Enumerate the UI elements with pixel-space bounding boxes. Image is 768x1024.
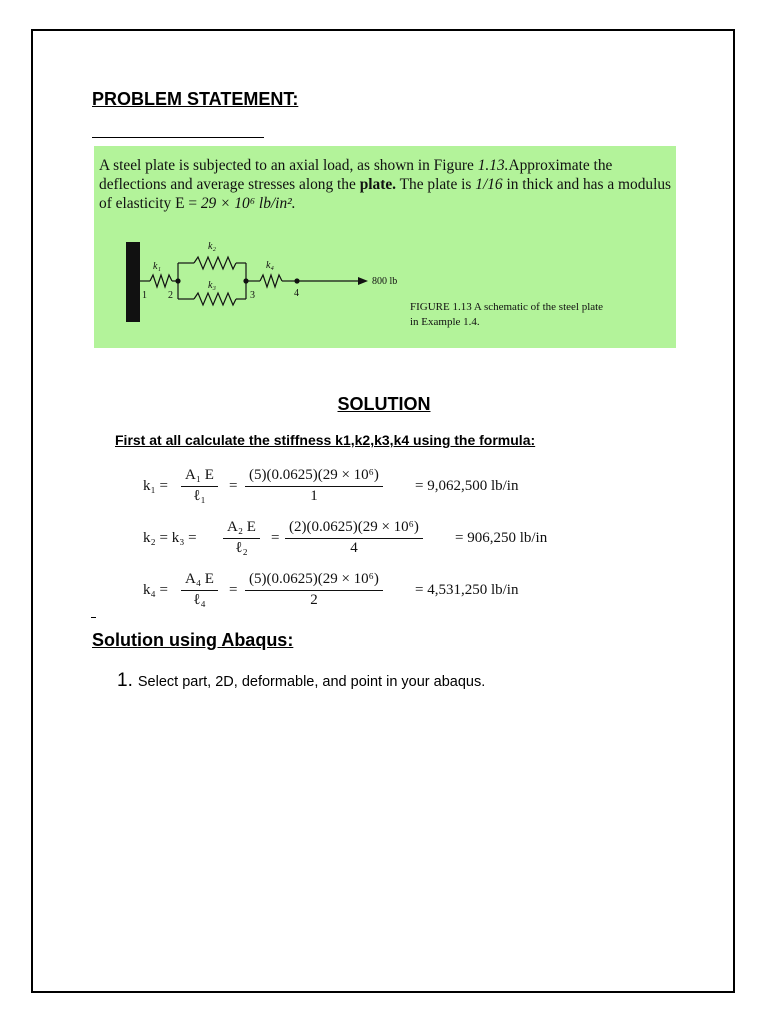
step-list-item (117, 670, 485, 692)
formula-numerator: A₄ E (181, 571, 218, 591)
abaqus-solution-heading: Solution using Abaqus: (92, 630, 294, 650)
caption-line-1: FIGURE 1.13 A schematic of the steel plate (410, 301, 604, 313)
spring-k1 (150, 275, 172, 287)
problem-text-part1: A steel plate is subjected to an axial load, as shown in Figure (99, 157, 478, 174)
caption-line-2: in Example 1.4. (410, 316, 480, 328)
equation-lhs: k₁ = (143, 477, 168, 494)
node-3-dot (243, 278, 248, 283)
equals-sign: = (229, 477, 238, 494)
label-k2: k₂ (208, 241, 216, 252)
label-k4: k₄ (266, 260, 274, 271)
stiffness-intro-text: First at all calculate the stiffness k1,k2,k3,k4 using the formula: (115, 432, 536, 448)
values-fraction (245, 566, 383, 614)
formula-fraction (223, 514, 260, 562)
formula-numerator: A₁ E (181, 467, 218, 487)
formula-fraction (181, 462, 218, 510)
problem-text-part3: The plate is (396, 176, 476, 193)
fixed-wall (126, 242, 140, 322)
load-label: 800 lb (372, 276, 398, 287)
values-fraction (285, 514, 423, 562)
values-numerator: (5)(0.0625)(29 × 10⁶) (245, 571, 383, 591)
plate-thickness: 1/16 (475, 176, 503, 193)
equation-lhs: k₄ = (143, 581, 168, 598)
label-k3: k₃ (208, 280, 216, 291)
step-text: Select part, 2D, deformable, and point in your abaqus. (137, 674, 486, 690)
heading-underline-rule (92, 137, 264, 138)
formula-fraction (181, 566, 218, 614)
node-label-1: 1 (142, 290, 147, 301)
spring-k2 (194, 257, 236, 269)
problem-text-part4: in thick and has a modulus of elasticity E = (99, 176, 672, 212)
arrow-head-icon (358, 277, 368, 285)
values-denominator: 1 (310, 488, 318, 504)
problem-text-part2: Approximate the deflections and average stresses along the (99, 157, 613, 193)
node-label-2: 2 (168, 290, 173, 301)
values-denominator: 2 (310, 592, 318, 608)
problem-statement-heading: PROBLEM STATEMENT: (92, 89, 299, 109)
figure-caption (410, 300, 603, 330)
equation-k4 (135, 566, 575, 614)
formula-denominator: ℓ₁ (193, 488, 206, 504)
formula-denominator: ℓ₄ (193, 592, 206, 608)
modulus-value: 29 × 10⁶ lb/in². (200, 195, 296, 212)
formula-numerator: A₂ E (223, 519, 260, 539)
problem-scan-image (94, 146, 676, 348)
formula-denominator: ℓ₂ (235, 540, 248, 556)
equation-lhs: k₂ = k₃ = (143, 529, 197, 546)
plate-word: plate. (359, 176, 397, 193)
values-numerator: (5)(0.0625)(29 × 10⁶) (245, 467, 383, 487)
node-label-3: 3 (250, 290, 255, 301)
stray-dash-mark (91, 617, 96, 618)
spring-k4 (260, 275, 282, 287)
equals-sign: = (229, 581, 238, 598)
equation-result: = 4,531,250 lb/in (415, 581, 519, 598)
values-denominator: 4 (350, 540, 358, 556)
solution-heading: SOLUTION (337, 394, 431, 414)
step-number: 1. (117, 670, 133, 691)
node-2-dot (175, 278, 180, 283)
equals-sign: = (271, 529, 280, 546)
node-label-4: 4 (294, 288, 299, 299)
equation-k1 (135, 462, 575, 510)
values-numerator: (2)(0.0625)(29 × 10⁶) (285, 519, 423, 539)
values-fraction (245, 462, 383, 510)
stiffness-equations (135, 460, 575, 616)
equation-result: = 906,250 lb/in (455, 529, 548, 546)
equation-result: = 9,062,500 lb/in (415, 477, 519, 494)
spring-k3 (194, 293, 236, 305)
figure-reference: 1.13. (477, 157, 509, 174)
label-k1: k₁ (153, 261, 161, 272)
equation-k2-k3 (135, 514, 575, 562)
